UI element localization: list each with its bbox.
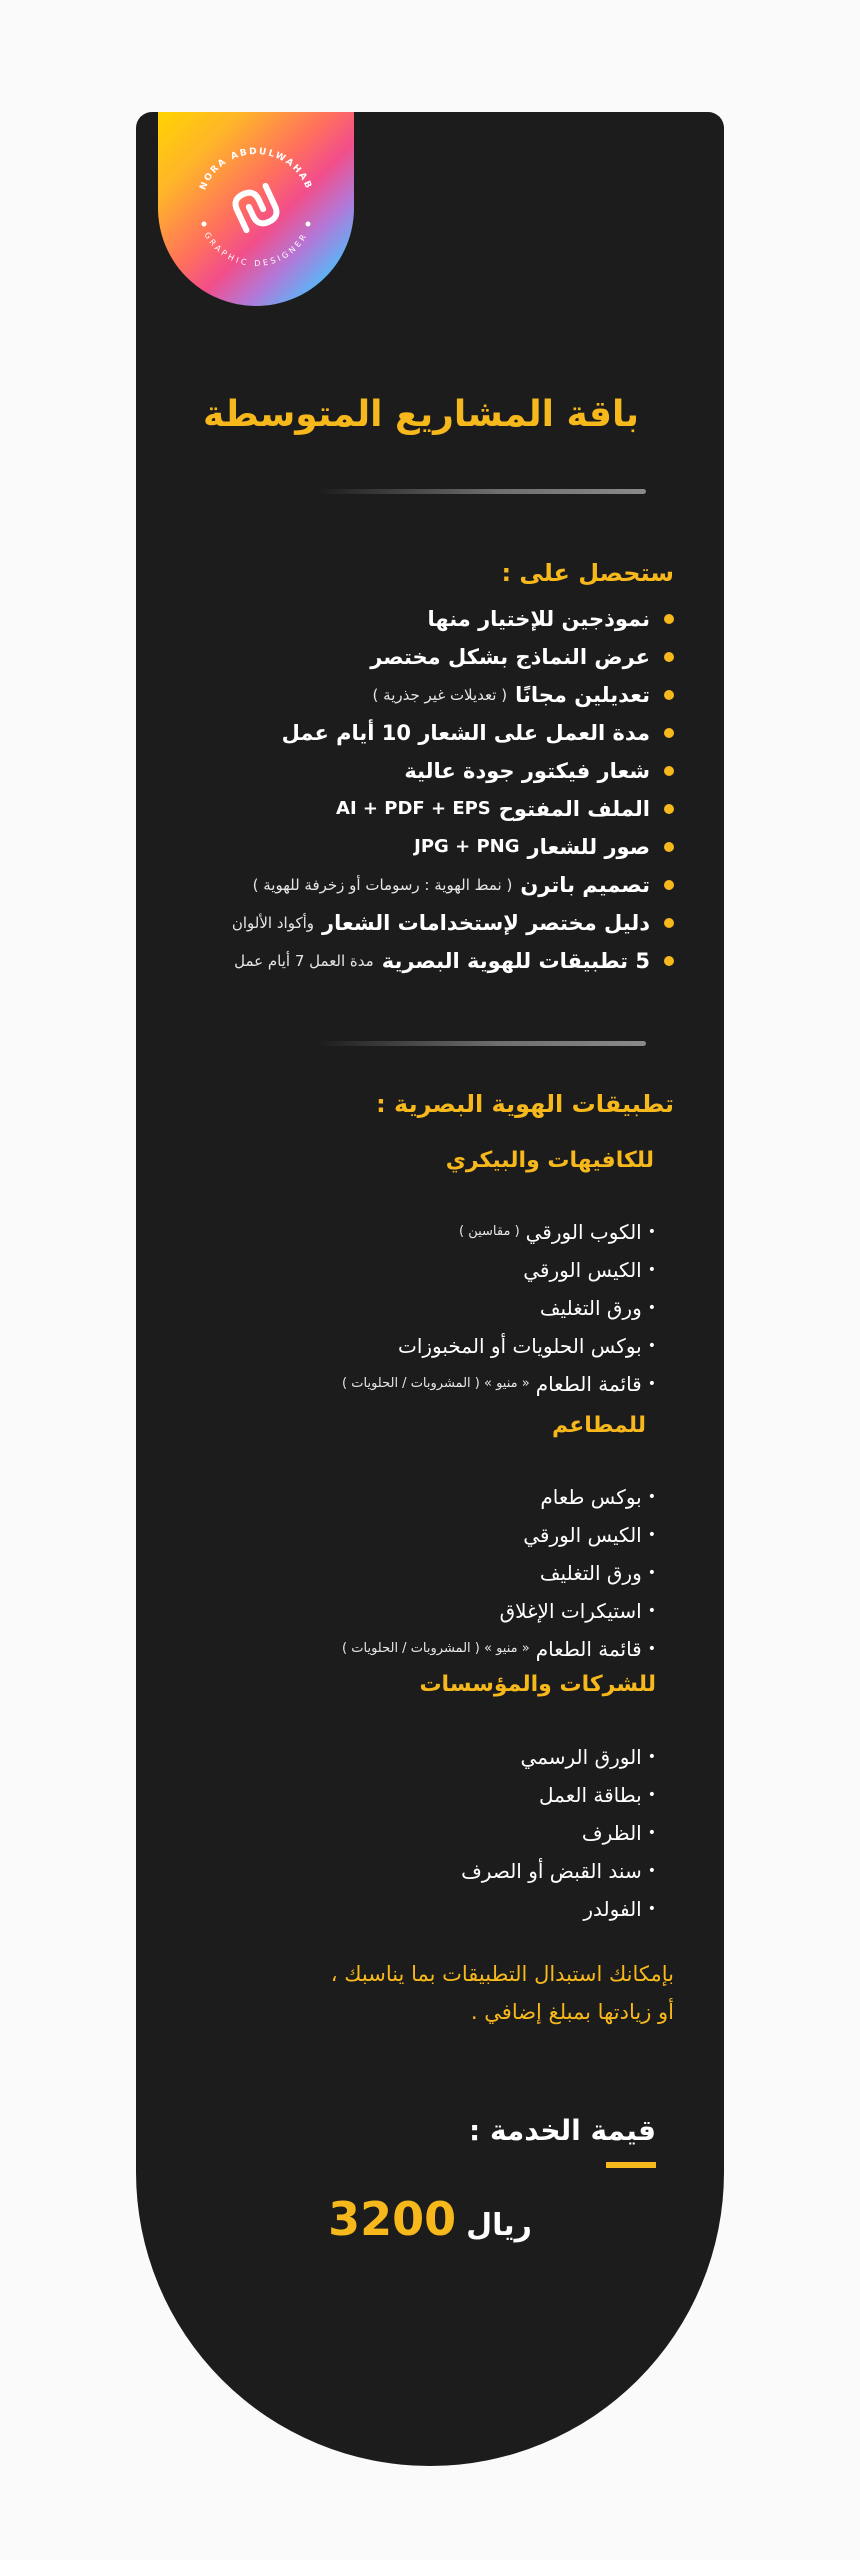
price-value: 3200 xyxy=(328,2192,457,2246)
list-item: • ورق التغليف xyxy=(539,1561,656,1585)
bullet-icon xyxy=(664,918,674,928)
list-item: • قائمة الطعام « منيو » ( المشروبات / الحلويات ) xyxy=(342,1637,656,1661)
feature-item: مدة العمل على الشعار 10 أيام عمل xyxy=(154,714,674,752)
feature-item: 5 تطبيقات للهوية البصرية مدة العمل 7 أيام عمل xyxy=(154,942,674,980)
bullet-icon xyxy=(664,728,674,738)
list-item: • قائمة الطعام « منيو » ( المشروبات / الحلويات ) xyxy=(342,1372,656,1396)
feature-item: دليل مختصر لإستخدامات الشعار وأكواد الألوان xyxy=(154,904,674,942)
list-item: • الكوب الورقي ( مقاسين ) xyxy=(459,1220,656,1244)
note-line-2: أو زيادتها بمبلغ إضافي . xyxy=(470,2000,674,2024)
list-item: • ورق التغليف xyxy=(539,1296,656,1320)
features-list xyxy=(154,600,674,980)
bullet-icon xyxy=(664,690,674,700)
divider-middle xyxy=(316,1041,646,1046)
bullet-icon xyxy=(664,652,674,662)
price-label: قيمة الخدمة : xyxy=(469,2114,656,2147)
list-item: • بطاقة العمل xyxy=(539,1783,656,1807)
bullet-icon xyxy=(664,766,674,776)
list-item: • الكيس الورقي xyxy=(523,1258,656,1282)
divider-top xyxy=(316,489,646,494)
bullet-icon xyxy=(664,804,674,814)
logo-badge xyxy=(158,112,354,306)
apps-title: تطبيقات الهوية البصرية : xyxy=(376,1090,674,1118)
package-title: باقة المشاريع المتوسطة xyxy=(202,394,639,435)
bullet-icon xyxy=(664,956,674,966)
restaurants-list xyxy=(342,1478,656,1668)
logo-icon xyxy=(158,112,354,306)
bullet-icon xyxy=(664,880,674,890)
note-line-1: بإمكانك استبدال التطبيقات بما يناسبك ، xyxy=(330,1962,674,1986)
feature-item: نموذجين للإختيار منها xyxy=(154,600,674,638)
list-item: • بوكس الحلويات أو المخبوزات xyxy=(397,1334,656,1358)
list-item: • بوكس طعام xyxy=(540,1485,656,1509)
price xyxy=(136,2192,724,2246)
list-item: • الورق الرسمي xyxy=(520,1745,656,1769)
companies-list xyxy=(461,1738,656,1928)
bullet-icon xyxy=(664,614,674,624)
feature-item: تصميم باترن ( نمط الهوية : رسومات أو زخرفة للهوية ) xyxy=(154,866,674,904)
feature-item: شعار فيكتور جودة عالية xyxy=(154,752,674,790)
feature-item: الملف المفتوح AI + PDF + EPS xyxy=(154,790,674,828)
list-item: • الفولدر xyxy=(583,1897,656,1921)
package-card xyxy=(136,112,724,2466)
cafes-title: للكافيهات والبيكري xyxy=(445,1148,654,1173)
list-item: • استيكرات الإغلاق xyxy=(499,1599,656,1623)
features-title: ستحصل على : xyxy=(501,559,674,587)
cafes-list xyxy=(342,1213,656,1403)
svg-text:GRAPHIC DESIGNER xyxy=(202,231,309,269)
companies-title: للشركات والمؤسسات xyxy=(419,1672,656,1697)
svg-text:NORA ABDULWAHAB xyxy=(198,147,313,192)
feature-item: عرض النماذج بشكل مختصر xyxy=(154,638,674,676)
list-item: • سند القبض أو الصرف xyxy=(461,1859,656,1883)
logo-text-bottom: GRAPHIC DESIGNER xyxy=(202,230,310,269)
logo-text-top: NORA ABDULWAHAB xyxy=(198,146,314,192)
feature-item: تعديلين مجانًا ( تعديلات غير جذرية ) xyxy=(154,676,674,714)
price-underline xyxy=(606,2162,656,2168)
restaurants-title: للمطاعم xyxy=(552,1413,646,1438)
feature-item: صور للشعار JPG + PNG xyxy=(154,828,674,866)
list-item: • الكيس الورقي xyxy=(523,1523,656,1547)
price-currency: ريال xyxy=(466,2208,532,2243)
list-item: • الظرف xyxy=(581,1821,656,1845)
bullet-icon xyxy=(664,842,674,852)
